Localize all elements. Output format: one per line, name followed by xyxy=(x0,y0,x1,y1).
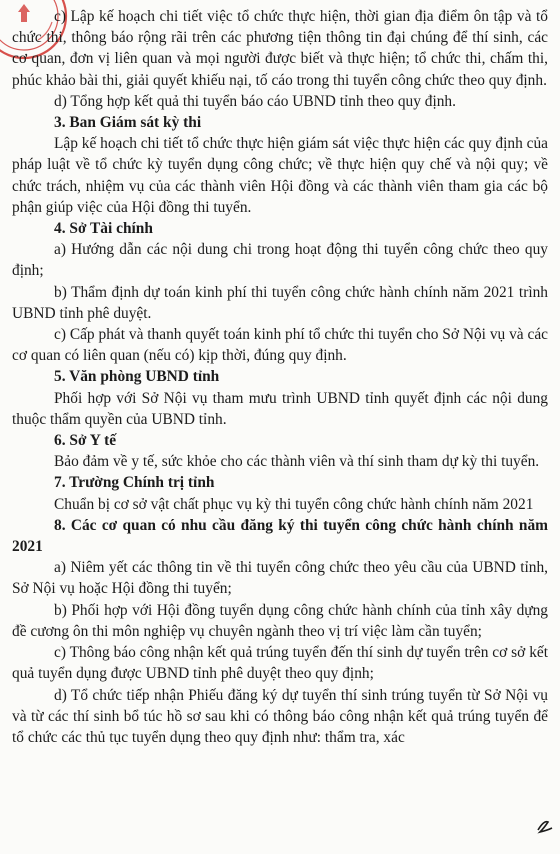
paragraph-so-y-te: Bảo đảm về y tế, sức khỏe cho các thành viên và thí sinh tham dự kỳ thi tuyển. xyxy=(54,453,540,471)
paragraph-van-phong-ubnd: Phối hợp với Sở Nội vụ tham mưu trình UBND tỉnh quyết định các nội dung thuộc thẩm quyền của UBND tỉnh. xyxy=(12,389,548,428)
paragraph-8d: d) Tổ chức tiếp nhận Phiếu đăng ký dự tuyển thí sinh trúng tuyển từ Sở Nội vụ và từ các thí sinh bổ túc hồ sơ sau khi có thông báo công nhận kết quả trúng tuyển để tổ chức các thủ tục tuyển dụng theo quy định như: thẩm tra, xác xyxy=(12,686,548,746)
heading-ban-giam-sat: 3. Ban Giám sát kỳ thi xyxy=(54,114,202,132)
heading-van-phong-ubnd: 5. Văn phòng UBND tỉnh xyxy=(54,368,220,386)
heading-truong-chinh-tri: 7. Trường Chính trị tỉnh xyxy=(54,474,215,492)
paragraph-8a: a) Niêm yết các thông tin về thi tuyển công chức theo yêu cầu của UBND tỉnh, Sở Nội vụ hoặc Hội đồng thi tuyển; xyxy=(12,559,548,598)
heading-cac-co-quan: 8. Các cơ quan có nhu cầu đăng ký thi tuyển công chức hành chính năm 2021 xyxy=(12,516,548,556)
paragraph-1c: c) Lập kế hoạch chi tiết việc tổ chức thực hiện, thời gian địa điểm ôn tập và tổ chức thi, thông báo rộng rãi trên các phương tiện thông tin đại chúng để thí sinh, các cơ quan, đơn vị liên quan và mọi người được biết và thực hiện; tổ chức thi, chấm thi, phúc khảo bài thi, giải quyết khiếu nại, tố cáo trong thi tuyển công chức theo quy định. xyxy=(12,8,548,89)
paragraph-8c: c) Thông báo công nhận kết quả trúng tuyển đến thí sinh dự tuyển trên cơ sở kết quả tuyển dụng được UBND tỉnh phê duyệt theo quy định; xyxy=(12,644,548,683)
paragraph-ban-giam-sat: Lập kế hoạch chi tiết tổ chức thực hiện giám sát việc thực hiện các quy định của pháp luật về tổ chức kỳ tuyển dụng công chức; về thực hiện quy chế và nội quy; về chức trách, nhiệm vụ của các thành viên Hội đồng và các thành viên tham gia các bộ phận giúp việc của Hội đồng thi tuyển. xyxy=(12,135,548,216)
paragraph-4b: b) Thẩm định dự toán kinh phí thi tuyển công chức hành chính năm 2021 trình UBND tỉnh phê duyệt. xyxy=(12,283,548,322)
paragraph-1d: d) Tổng hợp kết quả thi tuyển báo cáo UBND tỉnh theo quy định. xyxy=(54,92,456,110)
document-body xyxy=(12,6,548,748)
paragraph-truong-chinh-tri: Chuẩn bị cơ sở vật chất phục vụ kỳ thi tuyển công chức hành chính năm 2021 xyxy=(54,495,534,513)
paragraph-4a: a) Hướng dẫn các nội dung chi trong hoạt động thi tuyển công chức theo quy định; xyxy=(12,241,548,280)
heading-so-tai-chinh: 4. Sở Tài chính xyxy=(54,220,153,238)
heading-so-y-te: 6. Sở Y tế xyxy=(54,432,117,450)
paragraph-8b: b) Phối hợp với Hội đồng tuyển dụng công chức hành chính của tỉnh xây dựng đề cương ôn thi môn nghiệp vụ chuyên ngành theo vị trí việc làm cần tuyển; xyxy=(12,601,548,640)
paragraph-4c: c) Cấp phát và thanh quyết toán kinh phí tổ chức thi tuyển cho Sở Nội vụ và các cơ quan có liên quan (nếu có) kịp thời, đúng quy định. xyxy=(12,326,548,365)
handwritten-initial-mark xyxy=(534,814,556,836)
